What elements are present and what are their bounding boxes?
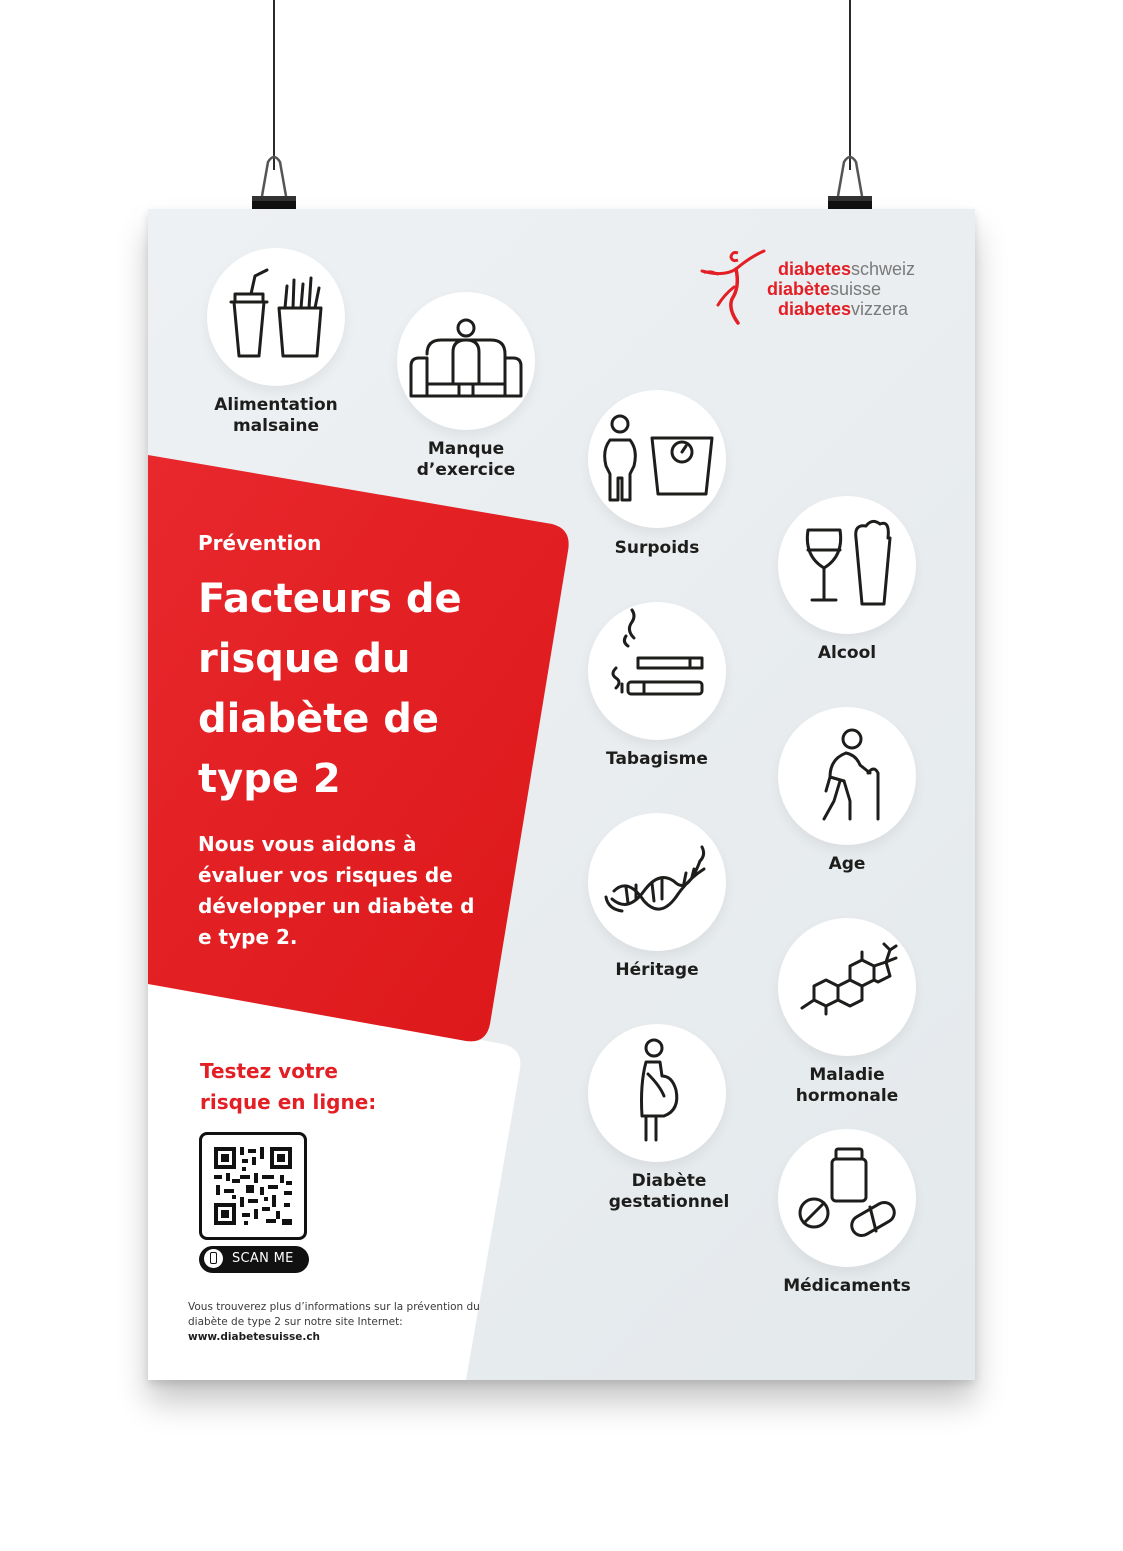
elderly-icon xyxy=(778,707,916,845)
risk-label-hormonal: Maladie hormonale xyxy=(795,1065,899,1106)
logo-line-3-bold: diabetes xyxy=(778,299,852,319)
risk-label-alcohol: Alcool xyxy=(817,643,877,663)
hormone-molecule-icon xyxy=(778,918,916,1056)
phone-icon xyxy=(204,1249,223,1268)
pregnancy-icon xyxy=(588,1024,726,1162)
figure-logo-icon xyxy=(698,247,778,329)
footer-info xyxy=(188,1300,488,1345)
scan-me-label: SCAN ME xyxy=(232,1251,294,1266)
risk-label-age: Age xyxy=(828,854,866,874)
logo-line-1-bold: diabetes xyxy=(778,259,852,279)
logo-line-1-rest: schweiz xyxy=(851,259,916,279)
risk-label-diet: Alimentation malsaine xyxy=(214,395,338,436)
logo-line-3-rest: vizzera xyxy=(851,299,909,319)
alcohol-icon xyxy=(778,496,916,634)
risk-label-overweight: Surpoids xyxy=(614,538,700,558)
kicker-prevention: Prévention xyxy=(198,531,322,555)
scale-icon xyxy=(588,390,726,528)
couch-icon xyxy=(397,292,535,430)
website-link[interactable]: www.diabetesuisse.ch xyxy=(188,1331,321,1343)
risk-label-smoking: Tabagisme xyxy=(606,749,708,769)
medication-icon xyxy=(778,1129,916,1267)
logo-line-2-bold: diabète xyxy=(767,279,831,299)
logo-wordmark xyxy=(767,259,916,319)
poster xyxy=(148,209,975,1380)
poster-title: Facteurs de risque du diabète de type 2 xyxy=(198,576,462,802)
diabetes-suisse-logo xyxy=(698,247,958,327)
poster-lead: Nous vous aidons à évaluer vos risques de développer un diabète d e type 2. xyxy=(198,832,475,949)
logo-line-2-rest: suisse xyxy=(830,279,882,299)
risk-label-exercise: Manque d’exercice xyxy=(416,439,516,480)
risk-label-medication: Médicaments xyxy=(783,1276,911,1296)
risk-label-gestational: Diabète gestationnel xyxy=(608,1171,730,1212)
fast-food-icon xyxy=(207,248,345,386)
footer-text: Vous trouverez plus d’informations sur la prévention du diabète de type 2 sur notre site Internet: xyxy=(188,1301,480,1328)
online-test-cta: Testez votre risque en ligne: xyxy=(200,1059,377,1114)
hanging-wire-right xyxy=(849,0,851,170)
qr-code-pattern xyxy=(202,1135,304,1237)
cigarette-icon xyxy=(588,602,726,740)
dna-icon xyxy=(588,813,726,951)
hanging-wire-left xyxy=(273,0,275,170)
scan-me-badge[interactable] xyxy=(199,1246,309,1273)
risk-label-heredity: Héritage xyxy=(615,960,699,980)
qr-code[interactable] xyxy=(199,1132,307,1240)
